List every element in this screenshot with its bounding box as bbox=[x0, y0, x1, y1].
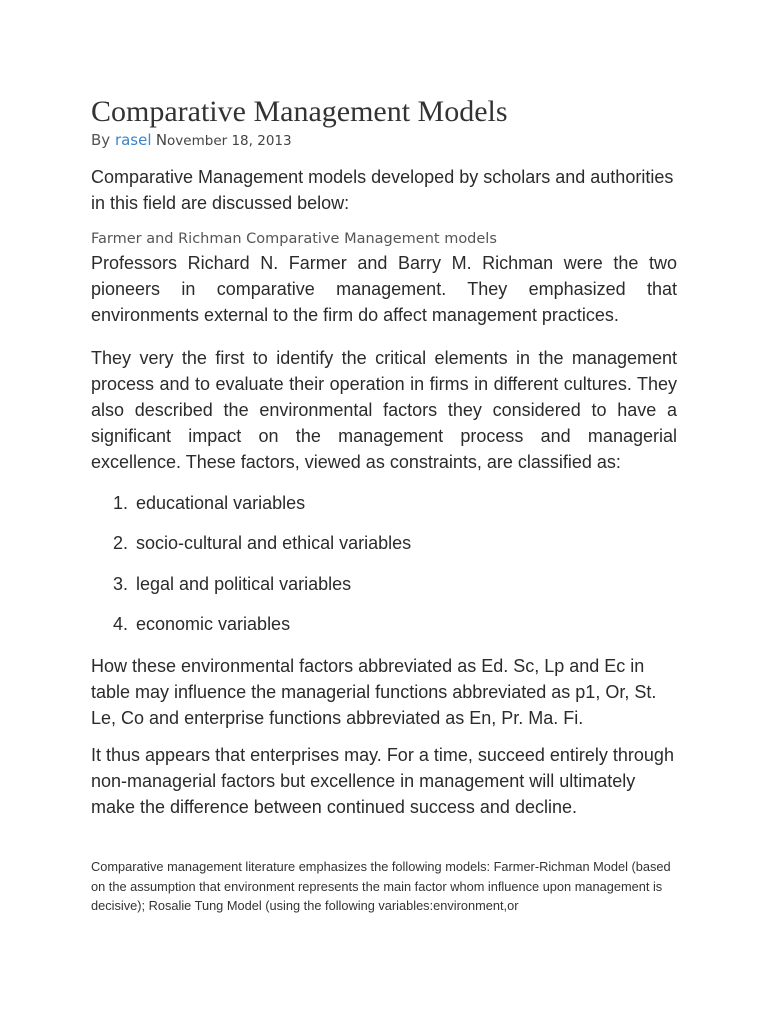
paragraph-abbreviations: How these environmental factors abbreviated as Ed. Sc, Lp and Ec in table may influence the managerial functions abbreviated as p1, Or, St. Le, Co and enterprise functions abbreviated as En, Pr. Ma. Fi. bbox=[91, 656, 657, 728]
list-item-number: 1. bbox=[113, 493, 129, 513]
section-subheading: Farmer and Richman Comparative Management models bbox=[91, 231, 497, 247]
intro-paragraph: Comparative Management models developed by scholars and authorities in this field are discussed below: bbox=[91, 167, 674, 213]
paragraph-conclusion: It thus appears that enterprises may. For a time, succeed entirely through non-managerial factors but excellence in management will ultimately make the difference between continued success and decline. bbox=[91, 745, 674, 817]
constraints-list bbox=[91, 490, 411, 651]
paragraph-pioneers: Professors Richard N. Farmer and Barry M. Richman were the two pioneers in comparative management. They emphasized that environments external to the firm do affect management practices. bbox=[91, 253, 677, 325]
list-item-text: socio-cultural and ethical variables bbox=[136, 533, 412, 554]
list-item-text: legal and political variables bbox=[136, 573, 352, 594]
list-item-number: 4. bbox=[113, 613, 129, 634]
list-item bbox=[91, 611, 411, 651]
page-title: Comparative Management Models bbox=[91, 95, 508, 128]
list-item-text: economic variables bbox=[136, 613, 291, 634]
list-item bbox=[91, 490, 411, 530]
list-item-number: 3. bbox=[113, 573, 129, 594]
paragraph-literature: Comparative management literature emphasizes the following models: Farmer-Richman Model (based on the assumption that environment represents the main factor whom influence upon management is decisive); Rosalie Tung Model (using the following variables:environment,or bbox=[91, 859, 671, 913]
date-first-letter: N bbox=[155, 131, 168, 149]
byline bbox=[91, 130, 292, 151]
publish-date: ovember 18, 2013 bbox=[167, 133, 292, 149]
list-item-text: educational variables bbox=[136, 493, 306, 513]
byline-prefix: By bbox=[91, 131, 115, 149]
author-link[interactable]: rasel bbox=[114, 131, 152, 149]
list-item-number: 2. bbox=[113, 533, 129, 554]
list-item bbox=[91, 571, 411, 611]
paragraph-critical-elements: They very the first to identify the critical elements in the management process and to evaluate their operation in firms in different cultures. They also described the environmental factors they considered to have a significant impact on the management process and managerial excellence. These factors, viewed as constraints, are classified as: bbox=[91, 348, 677, 472]
list-item bbox=[91, 530, 411, 570]
